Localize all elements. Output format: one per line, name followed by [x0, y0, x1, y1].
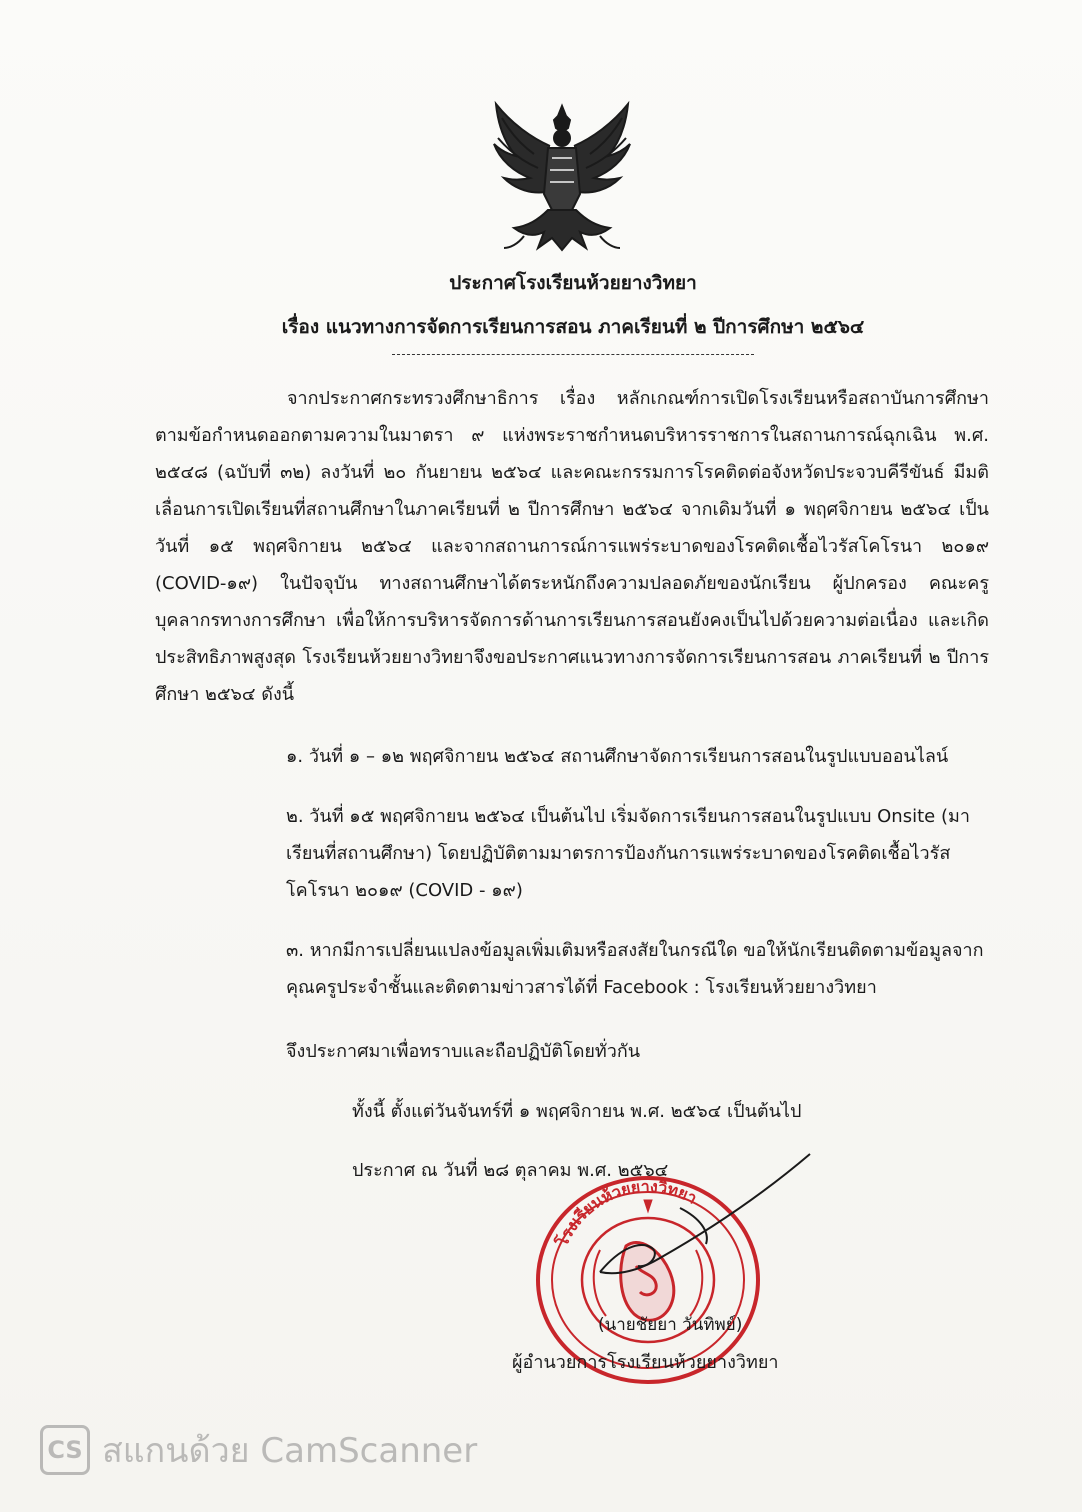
document-title: ประกาศโรงเรียนห้วยยางวิทยา	[449, 272, 697, 294]
intro-paragraph: จากประกาศกระทรวงศึกษาธิการ เรื่อง หลักเกณฑ์การเปิดโรงเรียนหรือสถาบันการศึกษาตามข้อกำหนดออกตามความในมาตรา ๙ แห่งพระราชกำหนดบริหารราชการในสถานการณ์ฉุกเฉิน พ.ศ. ๒๕๔๘ (ฉบับที่ ๓๒) ลงวันที่ ๒๐ กันยายน ๒๕๖๔ และคณะกรรมการโรคติดต่อจังหวัดประจวบคีรีขันธ์ มีมติเลื่อนการเปิดเรียนที่สถานศึกษาในภาคเรียนที่ ๒ ปีการศึกษา ๒๕๖๔ จากเดิมวันที่ ๑ พฤศจิกายน ๒๕๖๔ เป็นวันที่ ๑๕ พฤศจิกายน ๒๕๖๔ และจากสถานการณ์การแพร่ระบาดของโรคติดเชื้อไวรัสโคโรนา ๒๐๑๙ (COVID-๑๙) ในปัจจุบัน ทางสถานศึกษาได้ตระหนักถึงความปลอดภัยของนักเรียน ผู้ปกครอง คณะครู บุคลากรทางการศึกษา เพื่อให้การบริหารจัดการด้านการเรียนการสอนยังคงเป็นไปด้วยความต่อเนื่อง และเกิดประสิทธิภาพสูงสุด โรงเรียนห้วยยางวิทยาจึงขอประกาศแนวทางการจัดการเรียนการสอน ภาคเรียนที่ ๒ ปีการศึกษา ๒๕๖๔ ดังนี้	[155, 388, 989, 705]
signer-name: (นายชัยยา วันทิพย์)	[598, 1315, 743, 1335]
closing-statement: จึงประกาศมาเพื่อทราบและถือปฏิบัติโดยทั่วกัน	[286, 1041, 641, 1062]
title-divider	[392, 354, 754, 355]
announcement-date: ประกาศ ณ วันที่ ๒๘ ตุลาคม พ.ศ. ๒๕๖๔	[352, 1160, 669, 1181]
handwritten-signature-icon	[560, 1148, 820, 1298]
list-item-1: ๑. วันที่ ๑ – ๑๒ พฤศจิกายน ๒๕๖๔ สถานศึกษาจัดการเรียนการสอนในรูปแบบออนไลน์	[286, 746, 949, 767]
garuda-emblem-icon	[488, 98, 636, 258]
camscanner-watermark	[40, 1420, 477, 1480]
list-item-3: ๓. หากมีการเปลี่ยนแปลงข้อมูลเพิ่มเติมหรือสงสัยในกรณีใด ขอให้นักเรียนติดตามข้อมูลจากคุณครูประจำชั้นและติดตามข่าวสารได้ที่ Facebook : โรงเรียนห้วยยางวิทยา	[286, 940, 984, 998]
document-subject: เรื่อง แนวทางการจัดการเรียนการสอน ภาคเรียนที่ ๒ ปีการศึกษา ๒๕๖๔	[281, 316, 865, 338]
camscanner-text: สแกนด้วย CamScanner	[102, 1431, 478, 1471]
camscanner-logo-icon: CS	[40, 1425, 90, 1475]
list-item-2: ๒. วันที่ ๑๕ พฤศจิกายน ๒๕๖๔ เป็นต้นไป เริ่มจัดการเรียนการสอนในรูปแบบ Onsite (มาเรียนที่สถานศึกษา) โดยปฏิบัติตามมาตรการป้องกันการแพร่ระบาดของโรคติดเชื้อไวรัสโคโรนา ๒๐๑๙ (COVID - ๑๙)	[286, 806, 970, 901]
effective-date: ทั้งนี้ ตั้งแต่วันจันทร์ที่ ๑ พฤศจิกายน พ.ศ. ๒๕๖๔ เป็นต้นไป	[352, 1101, 802, 1122]
signer-position: ผู้อำนวยการโรงเรียนห้วยยางวิทยา	[512, 1352, 779, 1373]
seal-text: โรงเรียนห้วยยางวิทยา	[552, 1176, 701, 1250]
